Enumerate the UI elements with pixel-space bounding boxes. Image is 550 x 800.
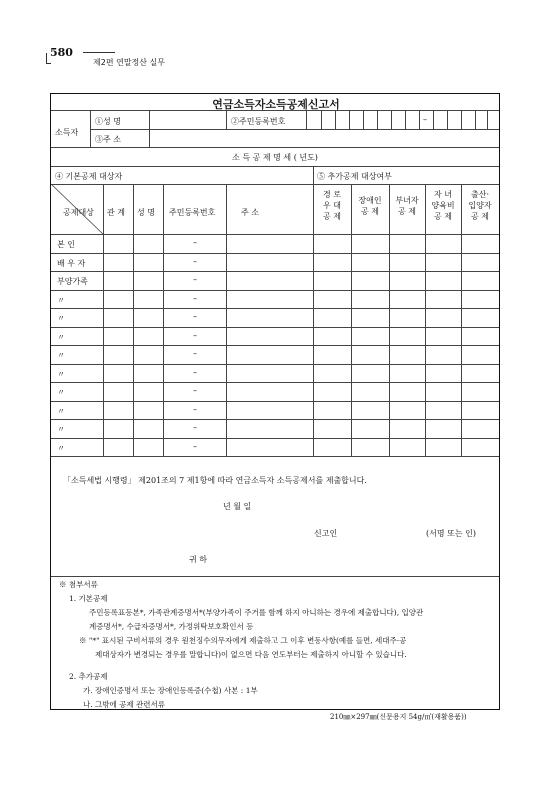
rrn-dash: – [193,367,197,377]
rrn-box-divider [419,110,420,129]
rule [90,129,499,130]
income-earner-label: 소득자 [55,128,79,137]
signature-label: (서명 또는 인) [426,529,476,538]
addressee-label: 귀 하 [189,555,207,564]
row-rule [51,308,499,309]
rrn-box-divider [391,110,392,129]
rrn-box-divider [349,110,350,129]
col-elderly [313,189,351,222]
col-target: 공제대상 [63,208,94,217]
rule [51,147,499,148]
page-number: 580 [50,46,73,59]
col-birth-l3: 공 제 [471,212,489,221]
declarant-label: 신고인 [314,529,338,538]
declaration-text: 「소득세법 시행령」 제201조의 7 제1항에 따라 연금소득자 소득공제서를 제출합니다. [63,476,367,485]
rrn-label: ②주민등록번호 [231,117,286,126]
col-disabled [351,195,389,217]
row-label: 〃 [57,314,65,323]
basic-line1: 주민등록표등본*, 가족관계증명서*(부양가족이 주거를 함께 하지 아니하는 경우에 제출합니다), 입양관 [89,608,424,617]
rrn-dash: – [193,404,197,414]
rule [51,166,499,167]
row-label: 〃 [57,369,65,379]
row-label: 〃 [57,425,65,434]
col-rrn: 주민등록번호 [169,208,216,217]
col-birth-l2: 입양자 [468,201,492,210]
row-label: 〃 [57,443,65,453]
row-rule [51,290,499,291]
column-rule [163,184,164,456]
basic-line2: 계증명서*, 수급자증명서*, 가정위탁보호확인서 등 [89,622,254,631]
col-elderly-l2: 우 대 [323,201,341,210]
rrn-box-divider [377,110,378,129]
rule [306,110,307,129]
row-rule [51,364,499,365]
rrn-box-divider [475,110,476,129]
column-rule [425,184,426,456]
note-line2: 제대상자가 변경되는 경우를 말합니다)이 없으면 다음 연도부터는 제출하지 아니할 수 있습니다. [95,650,407,659]
row-rule [51,271,499,272]
row-rule [51,253,499,254]
section-title: 제2편 연말정산 실무 [93,58,165,67]
detail-heading: 소 득 공 제 명 세 ( 년도) [232,153,318,162]
row-label: 부양가족 [57,277,88,286]
col-woman-l2: 공 제 [398,207,416,216]
rrn-box-divider [321,110,322,129]
rule [51,184,499,185]
rrn-dash: – [193,312,197,321]
col-child [425,189,461,222]
column-rule [133,184,134,456]
rrn-dash: – [193,349,197,358]
pension-deduction-form [50,93,500,710]
additional-a: 가. 장애인증명서 또는 장애인등록증(수첩) 사본 : 1부 [83,686,258,695]
address-label: ③주 소 [95,135,121,144]
column-rule [461,184,462,456]
form-title: 연금소득자소득공제신고서 [212,98,340,111]
rrn-dash: – [193,441,197,451]
rule [51,576,499,577]
header-rule [83,52,115,53]
note-line1: ※ "*" 표시된 구비서류의 경우 원천징수의무자에게 제출하고 그 이후 변동사항(예를 들면, 세대주·공 [79,636,407,645]
rrn-dash: – [193,293,197,303]
attachments-heading: ※ 첨부서류 [59,580,98,589]
rrn-dash: – [423,115,427,124]
rrn-box-divider [433,110,434,129]
rule [51,110,499,111]
column-rule [103,184,104,456]
col-name: 성 명 [137,208,155,217]
row-rule [51,327,499,328]
rrn-box-divider [487,110,488,129]
additional-title: 2. 추가공제 [69,672,108,681]
row-rule [51,419,499,420]
paper-spec: 210㎜×297㎜(신문용지 54g/㎡(재활용품)) [330,713,467,721]
row-label: 〃 [57,351,65,360]
col-child-l2: 양육비 [431,201,455,210]
rrn-box-divider [363,110,364,129]
column-rule [313,166,314,184]
row-rule [51,438,499,439]
row-label: 배 우 자 [57,258,86,268]
column-rule [226,184,227,456]
spacer [59,662,495,670]
col-woman-l1: 부녀자 [395,196,419,205]
col-elderly-l1: 경 로 [323,190,341,199]
basic-heading: ④ 기본공제 대상자 [55,172,123,181]
column-rule [389,184,390,456]
rrn-dash: – [193,275,197,284]
rule [226,110,227,129]
header-bracket [46,53,51,64]
column-rule [351,184,352,456]
column-rule [313,184,314,456]
col-woman [389,195,425,217]
col-address: 주 소 [241,208,259,217]
rrn-box-divider [405,110,406,129]
rule [51,234,499,235]
col-child-l3: 공 제 [434,212,452,221]
col-birth [461,189,499,222]
basic-title: 1. 기본공제 [69,594,108,603]
rrn-dash: – [193,386,197,395]
row-label: 〃 [57,388,65,397]
row-rule [51,456,499,457]
name-label: ①성 명 [95,117,121,126]
col-elderly-l3: 공 제 [323,212,341,221]
rrn-box-divider [335,110,336,129]
row-label: 본 인 [57,240,75,249]
col-relation: 관 계 [107,208,125,217]
col-disabled-l1: 장애인 [358,196,382,205]
row-rule [51,345,499,346]
rrn-dash: – [193,330,197,340]
additional-heading: ⑤ 추가공제 대상여부 [317,172,392,181]
rrn-dash: – [193,423,197,432]
row-rule [51,382,499,383]
row-label: 〃 [57,406,65,416]
row-rule [51,401,499,402]
row-label: 〃 [57,332,65,342]
rrn-dash: – [193,238,197,247]
rrn-box-divider [447,110,448,129]
col-birth-l1: 출산· [471,190,489,199]
date-line: 년 월 일 [223,502,252,511]
col-child-l1: 자 녀 [434,190,452,199]
rrn-box-divider [461,110,462,129]
rrn-dash: – [193,256,197,266]
col-disabled-l2: 공 제 [361,207,379,216]
attachments-section [59,578,495,712]
additional-b: 나. 그밖에 공제 관련서류 [83,700,165,709]
row-label: 〃 [57,295,65,305]
